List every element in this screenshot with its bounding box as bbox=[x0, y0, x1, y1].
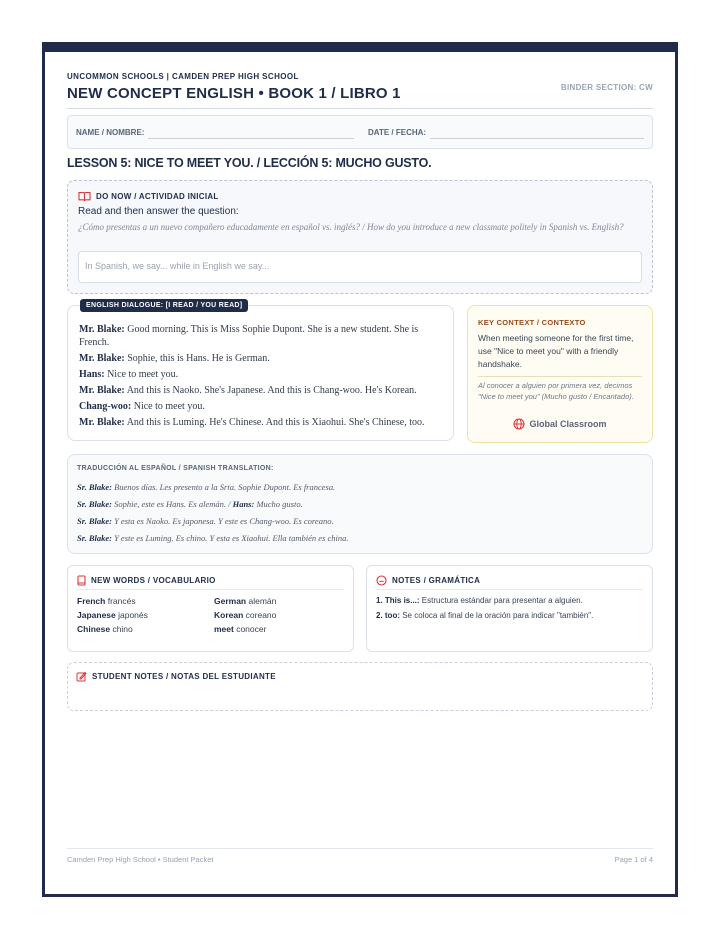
translation-line bbox=[77, 530, 643, 547]
vocab-term: French bbox=[77, 596, 106, 606]
vocab-item bbox=[214, 610, 344, 620]
header-divider bbox=[67, 108, 653, 109]
do-now-question: ¿Cómo presentas a un nuevo compañero educadamente en español vs. inglés? / How do you introduce a new classmate politely in Spanish vs. English? bbox=[78, 222, 624, 232]
binder-section: BINDER SECTION: CW bbox=[560, 83, 653, 92]
worksheet-page bbox=[42, 42, 678, 897]
vocab-header bbox=[77, 575, 216, 586]
dialogue-lines bbox=[79, 323, 433, 432]
translation-lines bbox=[77, 479, 643, 547]
line-text: Sophie, este es Hans. Es alemán. / bbox=[111, 499, 233, 509]
vocab-item bbox=[77, 624, 214, 634]
do-now-answer-field[interactable] bbox=[78, 251, 642, 283]
lesson-title: LESSON 5: NICE TO MEET YOU. / LECCIÓN 5: MUCHO GUSTO. bbox=[67, 156, 432, 170]
vocab-term: Japanese bbox=[77, 610, 116, 620]
translation-line bbox=[77, 479, 643, 496]
context-divider bbox=[478, 376, 642, 377]
vocab-divider bbox=[77, 589, 344, 590]
dialogue-box bbox=[67, 302, 454, 441]
translation-heading: TRADUCCIÓN AL ESPAÑOL / SPANISH TRANSLATION: bbox=[77, 465, 274, 472]
global-classroom-label: Global Classroom bbox=[529, 419, 607, 429]
line-text: And this is Naoko. She's Japanese. And this is Chang-woo. He's Korean. bbox=[124, 385, 417, 396]
translation-box bbox=[67, 454, 653, 554]
note-text: Se coloca al final de la oración para indicar "también". bbox=[400, 611, 594, 620]
vocab-item bbox=[77, 596, 214, 606]
speaker: Mr. Blake: bbox=[79, 353, 125, 364]
note-term: 1. This is...: bbox=[376, 596, 420, 605]
notes-heading: NOTES / GRAMÁTICA bbox=[392, 576, 481, 585]
page-title: NEW CONCEPT ENGLISH • BOOK 1 / LIBRO 1 bbox=[67, 85, 401, 102]
context-spanish: Al conocer a alguien por primera vez, decimos "Nice to meet you" (Mucho gusto / Encantado). bbox=[478, 381, 634, 401]
notes-header bbox=[376, 575, 480, 586]
dialogue-line bbox=[79, 368, 433, 381]
student-notes-header bbox=[76, 671, 276, 682]
dialogue-line bbox=[79, 384, 433, 397]
vocab-translation: francés bbox=[105, 596, 136, 606]
note-term: 2. too: bbox=[376, 611, 400, 620]
name-date-box bbox=[67, 115, 653, 149]
vocab-heading: NEW WORDS / VOCABULARIO bbox=[91, 576, 216, 585]
speaker: Sr. Blake: bbox=[77, 533, 112, 543]
name-field[interactable] bbox=[148, 138, 354, 139]
vocab-item bbox=[77, 610, 214, 620]
speaker: Sr. Blake: bbox=[77, 516, 112, 526]
speaker: Hans: bbox=[79, 369, 105, 380]
line-text: Mucho gusto. bbox=[254, 499, 303, 509]
line-text: Y este es Luming. Es chino. Y esta es Xiaohui. Ella también es china. bbox=[111, 533, 349, 543]
line-text: Y esta es Naoko. Es japonesa. Y este es Chang-woo. Es coreano. bbox=[111, 516, 334, 526]
speaker: Chang-woo: bbox=[79, 401, 132, 412]
open-book-icon bbox=[78, 191, 91, 202]
note-item bbox=[376, 611, 646, 620]
speaker: Mr. Blake: bbox=[79, 385, 125, 396]
name-label: NAME / NOMBRE: bbox=[76, 128, 145, 137]
vocab-term: Chinese bbox=[77, 624, 111, 634]
do-now-heading: DO NOW / ACTIVIDAD INICIAL bbox=[96, 192, 219, 201]
line-text: Nice to meet you. bbox=[131, 401, 205, 412]
notes-divider bbox=[376, 589, 643, 590]
translation-line bbox=[77, 496, 643, 513]
line-text: Nice to meet you. bbox=[104, 369, 179, 380]
context-heading: KEY CONTEXT / CONTEXTO bbox=[478, 318, 586, 327]
dialogue-label: ENGLISH DIALOGUE: [I READ / YOU READ] bbox=[80, 299, 248, 312]
vocab-translation: alemán bbox=[246, 596, 277, 606]
line-text: Buenos días. Les presento a la Srta. Sophie Dupont. Es francesa. bbox=[111, 482, 336, 492]
page-number: Page 1 of 4 bbox=[614, 855, 653, 864]
vocab-list bbox=[77, 596, 344, 634]
line-text: And this is Luming. He's Chinese. And this is Xiaohui. She's Chinese, too. bbox=[124, 417, 425, 428]
note-text: Estructura estándar para presentar a alguien. bbox=[419, 596, 583, 605]
context-english: When meeting someone for the first time, use "Nice to meet you" with a friendly handshake. bbox=[478, 333, 634, 369]
vocab-item bbox=[214, 596, 344, 606]
answer-placeholder: In Spanish, we say... while in English we say... bbox=[85, 261, 270, 271]
vocab-term: German bbox=[214, 596, 247, 606]
key-context-box bbox=[467, 305, 653, 443]
date-field[interactable] bbox=[430, 138, 644, 139]
book-icon bbox=[77, 575, 86, 586]
globe-icon bbox=[513, 418, 525, 430]
dialogue-line bbox=[79, 352, 433, 365]
speaker: Hans: bbox=[232, 499, 255, 509]
vocabulary-box bbox=[67, 565, 354, 652]
vocab-translation: chino bbox=[110, 624, 133, 634]
vocab-item bbox=[214, 624, 344, 634]
school-name: UNCOMMON SCHOOLS | CAMDEN PREP HIGH SCHOOL bbox=[67, 72, 299, 81]
do-now-header bbox=[78, 191, 219, 202]
dialogue-line bbox=[79, 323, 433, 349]
line-text: Good morning. This is Miss Sophie Dupont. She is a new student. She is French. bbox=[79, 324, 419, 348]
note-item bbox=[376, 596, 646, 605]
footer-divider bbox=[67, 848, 653, 849]
dialogue-line bbox=[79, 400, 433, 413]
edit-icon bbox=[76, 671, 87, 682]
speaker: Mr. Blake: bbox=[79, 417, 125, 428]
student-notes-box[interactable] bbox=[67, 662, 653, 711]
translation-line bbox=[77, 513, 643, 530]
do-now-prompt: Read and then answer the question: bbox=[78, 206, 239, 217]
student-notes-heading: STUDENT NOTES / NOTAS DEL ESTUDIANTE bbox=[92, 672, 276, 681]
date-label: DATE / FECHA: bbox=[368, 128, 427, 137]
do-now-box bbox=[67, 180, 653, 294]
vocab-translation: conocer bbox=[233, 624, 267, 634]
line-text: Sophie, this is Hans. He is German. bbox=[124, 353, 270, 364]
vocab-translation: japonés bbox=[115, 610, 148, 620]
vocab-term: Korean bbox=[214, 610, 244, 620]
notes-list bbox=[376, 596, 646, 626]
footer-left: Camden Prep High School • Student Packet bbox=[67, 855, 214, 864]
speaker: Sr. Blake: bbox=[77, 482, 112, 492]
global-classroom-link[interactable] bbox=[468, 418, 652, 432]
speaker: Mr. Blake: bbox=[79, 324, 125, 335]
speaker: Sr. Blake: bbox=[77, 499, 112, 509]
vocab-term: meet bbox=[214, 624, 234, 634]
dialogue-line bbox=[79, 416, 433, 429]
grammar-notes-box bbox=[366, 565, 653, 652]
vocab-translation: coreano bbox=[243, 610, 277, 620]
info-circle-icon bbox=[376, 575, 387, 586]
